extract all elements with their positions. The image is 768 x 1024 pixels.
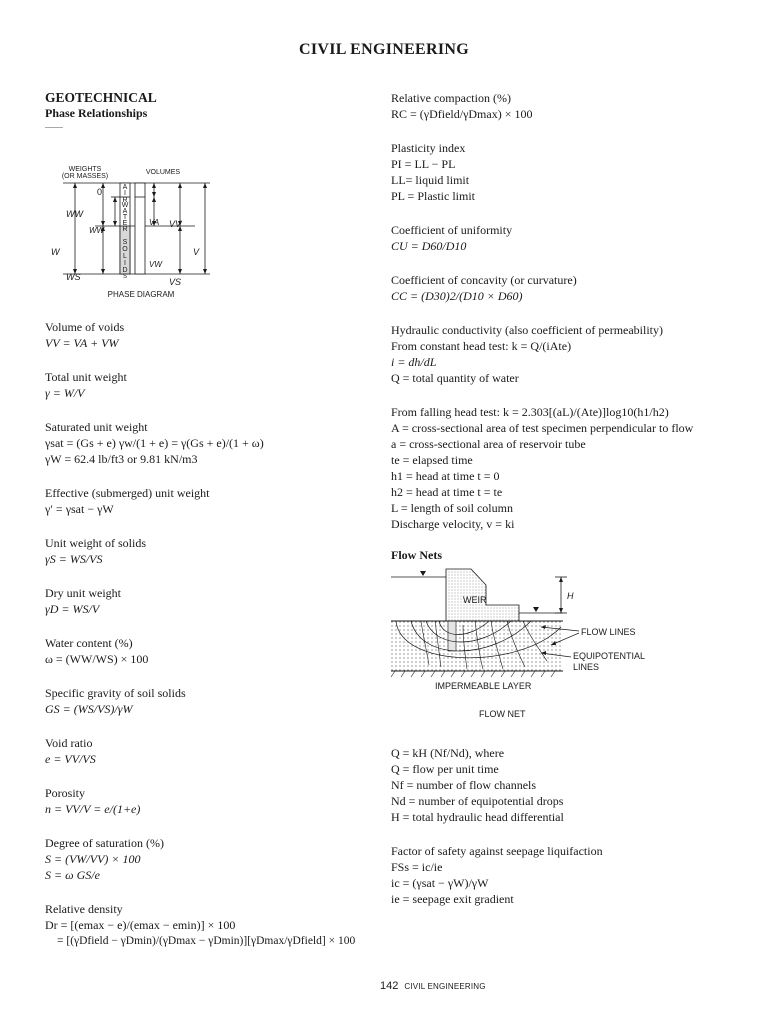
formula: γW = 62.4 lb/ft3 or 9.81 kN/m3 [45, 452, 198, 466]
volumes-heading: VOLUMES [145, 169, 181, 176]
formula: γsat = (Gs + e) γw/(1 + e) = γ(Gs + e)/(1 + ω) [45, 436, 264, 450]
flow-net-formulas [391, 745, 731, 907]
right-column [391, 90, 731, 925]
formula-title: Coefficient of concavity (or curvature) [391, 273, 577, 287]
formula-title: Volume of voids [45, 320, 125, 334]
air-letter-1: A [122, 184, 128, 191]
formula: ic = (γsat − γW)/γW [391, 876, 489, 890]
block-specific-gravity [45, 685, 365, 717]
impermeable-hatch [391, 671, 555, 677]
weights-heading: WEIGHTS [68, 166, 102, 173]
formula: A = cross-sectional area of test specimen perpendicular to flow [391, 421, 694, 435]
formula: Nf = number of flow channels [391, 778, 537, 792]
subsection-heading-phase-relationships: Phase Relationships [45, 106, 148, 120]
flow-net-diagram [391, 565, 691, 735]
water-level-marker-upstream [420, 571, 426, 576]
block-coefficient-concavity [391, 272, 731, 304]
label-vs: VS [169, 277, 182, 287]
formula: γ′ = γsat − γW [45, 502, 114, 516]
formula: CC = (D30)2/(D10 × D60) [391, 289, 523, 303]
water-level-marker-downstream [533, 607, 539, 612]
block-effective-unit-weight [45, 485, 365, 517]
label-va: VA [149, 218, 160, 227]
formula: Q = total quantity of water [391, 371, 519, 385]
water-letter-1: W [121, 202, 129, 209]
formula-title: Saturated unit weight [45, 420, 148, 434]
formula-title: Hydraulic conductivity (also coefficient of permeability) [391, 323, 664, 337]
h-label: H [567, 591, 574, 601]
formula: PI = LL − PL [391, 157, 456, 171]
equipotential-label-1: EQUIPOTENTIAL [573, 651, 646, 661]
formula: ie = seepage exit gradient [391, 892, 514, 906]
block-relative-density [45, 901, 365, 949]
phase-diagram [45, 127, 220, 305]
block-falling-head [391, 404, 731, 532]
air-letter-3: R [122, 197, 128, 204]
solids-letter-2: O [122, 246, 128, 253]
formula: Q = flow per unit time [391, 762, 499, 776]
solids-letter-3: L [123, 253, 127, 260]
formula-title: Porosity [45, 786, 86, 800]
formula-title: Specific gravity of soil solids [45, 686, 186, 700]
formula: S = ω GS/e [45, 868, 100, 882]
flow-nets-heading: Flow Nets [391, 548, 442, 562]
formula: γ = W/V [45, 386, 85, 400]
sheet-pile [448, 621, 456, 651]
formula: Dr = [(emax − e)/(emax − emin)] × 100 [45, 918, 236, 932]
impermeable-label: IMPERMEABLE LAYER [435, 681, 532, 691]
formula: γD = WS/V [45, 602, 100, 616]
section-heading-geotechnical: GEOTECHNICAL [45, 90, 157, 105]
formula: n = VV/V = e/(1+e) [45, 802, 141, 816]
formula: VV = VA + VW [45, 336, 119, 350]
equipotential-label-2: LINES [573, 662, 600, 672]
formula: h1 = head at time t = 0 [391, 469, 500, 483]
block-water-content [45, 635, 365, 667]
formula-title: Water content (%) [45, 636, 133, 650]
formula: = [(γDfield − γDmin)/(γDmax − γDmin)][γDmax/γDfield] × 100 [57, 935, 356, 947]
block-porosity [45, 785, 365, 817]
block-coefficient-uniformity [391, 222, 731, 254]
water-letter-3: T [122, 214, 128, 221]
label-vv: VV [169, 219, 182, 229]
block-volume-voids [45, 319, 365, 351]
weir-label: WEIR [463, 595, 487, 605]
label-ws: WS [66, 272, 81, 282]
formula: RC = (γDfield/γDmax) × 100 [391, 107, 533, 121]
label-ww-inner: WW [89, 226, 105, 235]
formula-title: Effective (submerged) unit weight [45, 486, 210, 500]
flow-lines-label: FLOW LINES [581, 627, 636, 637]
formula-title: Unit weight of solids [45, 536, 146, 550]
phase-diagram-caption: PHASE DIAGRAM [107, 290, 175, 299]
page-footer [380, 978, 486, 995]
formula: te = elapsed time [391, 453, 473, 467]
label-zero: 0 [97, 187, 103, 197]
block-void-ratio [45, 735, 365, 767]
block-degree-saturation [45, 835, 365, 883]
solids-letter-1: S [122, 239, 128, 246]
formula: From constant head test: k = Q/(iAte) [391, 339, 572, 353]
formula: FSs = ic/ie [391, 860, 443, 874]
formula: LL= liquid limit [391, 173, 470, 187]
block-flow-equation [391, 745, 731, 825]
block-plasticity-index [391, 140, 731, 204]
formula-title: From falling head test: k = 2.303[(aL)/(Ate)]log10(h1/h2) [391, 405, 669, 419]
block-dry-unit-weight [45, 585, 365, 617]
formula: L = length of soil column [391, 501, 513, 515]
formula: Q = kH (Nf/Nd), where [391, 746, 505, 760]
block-total-unit-weight [45, 369, 365, 401]
formula-title: Relative compaction (%) [391, 91, 511, 105]
formula: i = dh/dL [391, 355, 437, 369]
formula-title: Plasticity index [391, 141, 466, 155]
block-factor-of-safety [391, 843, 731, 907]
label-vw: VW [149, 260, 162, 269]
formula-title: Factor of safety against seepage liquifaction [391, 844, 603, 858]
block-unit-weight-solids [45, 535, 365, 567]
formula: ω = (WW/WS) × 100 [45, 652, 149, 666]
formula-title: Coefficient of uniformity [391, 223, 513, 237]
formula-title: Relative density [45, 902, 123, 916]
page-number: 142 [380, 980, 399, 992]
formula: a = cross-sectional area of reservoir tube [391, 437, 586, 451]
formula: H = total hydraulic head differential [391, 810, 564, 824]
formula: CU = D60/D10 [391, 239, 467, 253]
solids-letter-5: D [122, 267, 128, 274]
formula-title: Void ratio [45, 736, 93, 750]
formula: e = VV/VS [45, 752, 96, 766]
formula: PL = Plastic limit [391, 189, 475, 203]
water-letter-2: A [122, 208, 128, 215]
formula-title: Total unit weight [45, 370, 127, 384]
water-letter-4: E [122, 220, 128, 227]
footer-label: CIVIL ENGINEERING [404, 982, 486, 991]
left-column [45, 90, 365, 967]
page-title: CIVIL ENGINEERING [298, 41, 470, 58]
air-letter-2: I [124, 190, 126, 197]
weights-heading-sub: (OR MASSES) [61, 173, 109, 180]
formula: Discharge velocity, v = ki [391, 517, 515, 531]
formula: GS = (WS/VS)/γW [45, 702, 133, 716]
formula: Nd = number of equipotential drops [391, 794, 564, 808]
formula: h2 = head at time t = te [391, 485, 503, 499]
block-relative-compaction [391, 90, 731, 122]
solids-letter-4: I [124, 260, 126, 267]
solids-letter-6: S [122, 274, 128, 280]
formula-title: Dry unit weight [45, 586, 121, 600]
left-formulas [45, 319, 365, 949]
water-letter-5: R [122, 226, 128, 233]
formula-title: Degree of saturation (%) [45, 836, 164, 850]
flow-net-caption: FLOW NET [479, 709, 526, 719]
formula: γS = WS/VS [45, 552, 103, 566]
formula: S = (VW/VV) × 100 [45, 852, 141, 866]
label-w-total: W [51, 247, 60, 257]
block-saturated-unit-weight [45, 419, 365, 467]
block-hydraulic-conductivity [391, 322, 731, 386]
label-ww-upper: WW [66, 209, 83, 219]
label-v-total: V [193, 247, 200, 257]
